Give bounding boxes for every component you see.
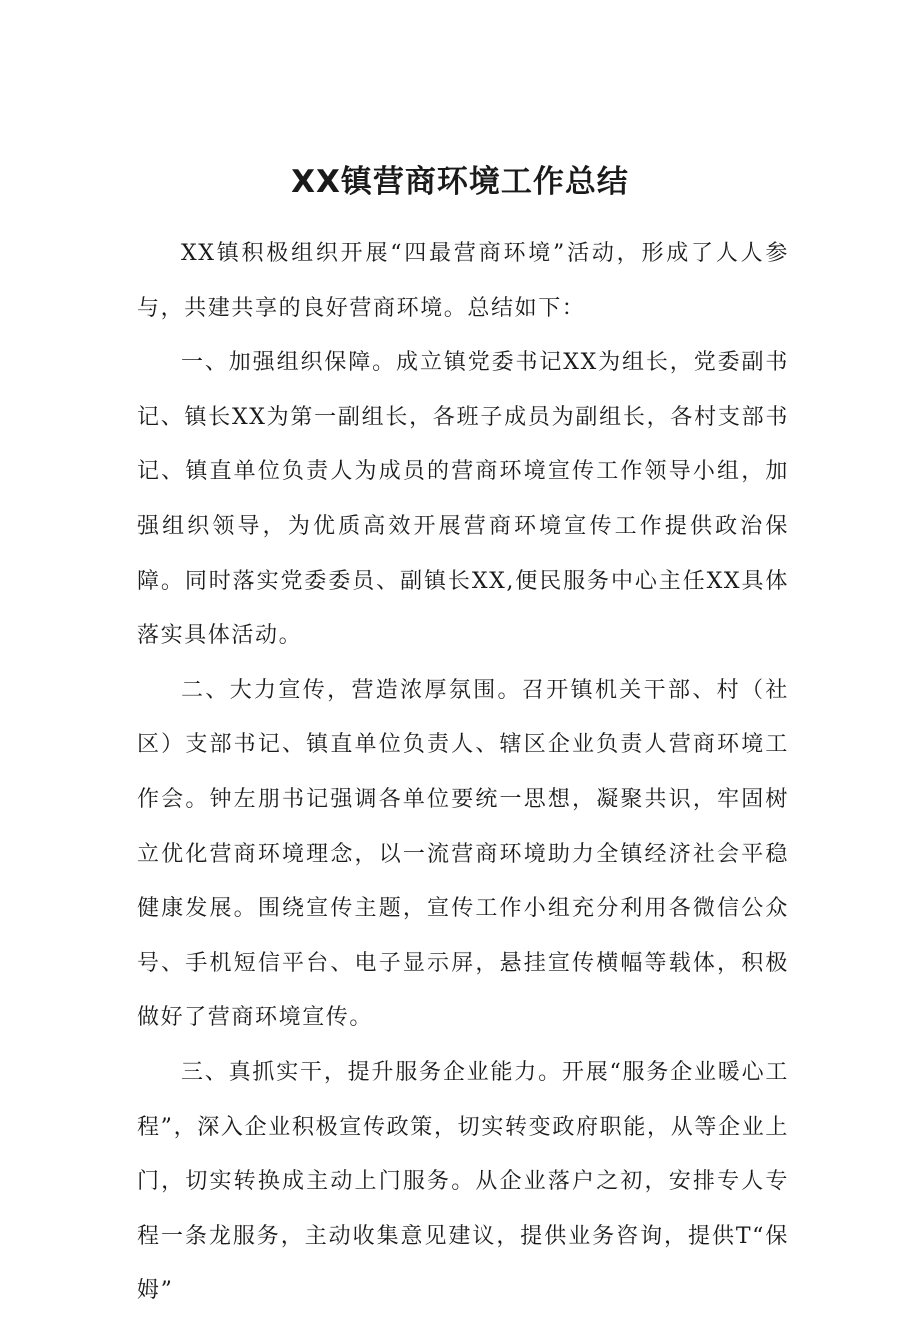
paragraph-section-2: 二、大力宣传，营造浓厚氛围。召开镇机关干部、村（社区）支部书记、镇直单位负责人、辖区企业负责人营商环境工作会。钟左朋书记强调各单位要统一思想，凝聚共识，牢固树立优化营商环境理念，以一流营商环境助力全镇经济社会平稳健康发展。围绕宣传主题，宣传工作小组充分利用各微信公众号、手机短信平台、电子显示屏，悬挂宣传横幅等载体，积极做好了营商环境宣传。 [137, 677, 789, 1031]
document-body [137, 227, 789, 1319]
paragraph-section-1: 一、加强组织保障。成立镇党委书记XX为组长，党委副书记、镇长XX为第一副组长，各班子成员为副组长，各村支部书记、镇直单位负责人为成员的营商环境宣传工作领导小组，加强组织领导，为优质高效开展营商环境宣传工作提供政治保障。同时落实党委委员、副镇长XX,便民服务中心主任XX具体落实具体活动。 [137, 350, 789, 649]
paragraph-intro: XX镇积极组织开展“四最营商环境”活动，形成了人人参与，共建共享的良好营商环境。总结如下： [137, 241, 789, 321]
paragraph-section-3: 三、真抓实干，提升服务企业能力。开展“服务企业暖心工程”，深入企业积极宣传政策，切实转变政府职能，从等企业上门，切实转换成主动上门服务。从企业落户之初，安排专人专程一条龙服务，主动收集意见建议，提供业务咨询，提供T“保姆” [137, 1059, 789, 1304]
document-title: XX镇营商环境工作总结 [291, 164, 629, 200]
